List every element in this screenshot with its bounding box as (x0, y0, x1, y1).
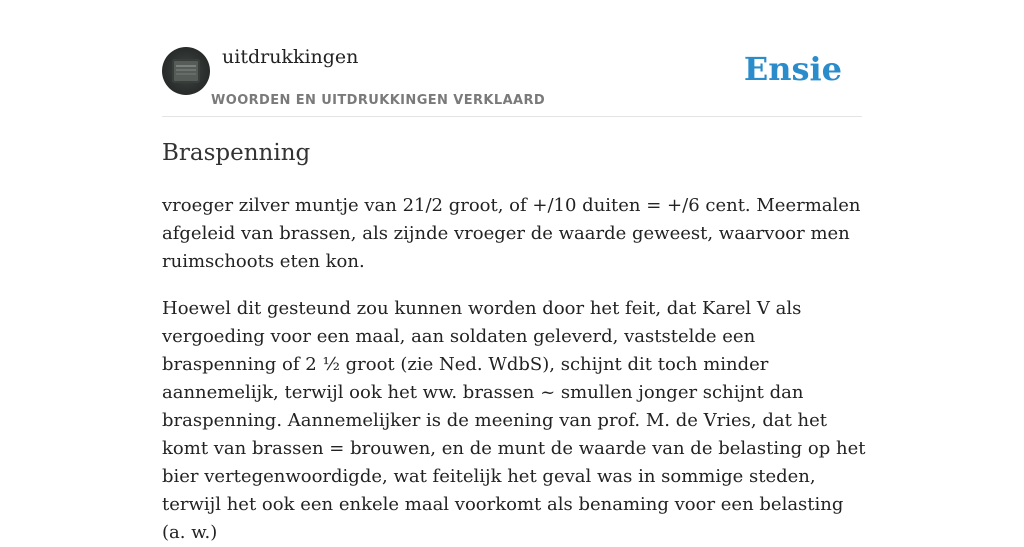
ensie-logo-link[interactable]: Ensie (743, 50, 842, 88)
channel-avatar[interactable] (162, 47, 210, 95)
article-paragraph: vroeger zilver muntje van 21/2 groot, of +/10 duiten = +/6 cent. Meermalen afgeleid van brassen, als zijnde vroeger de waarde geweest, waarvoor men ruimschoots eten kon. (162, 195, 861, 272)
channel-header (162, 0, 862, 117)
page-title: Braspenning (162, 140, 311, 166)
avatar-lines (176, 65, 196, 67)
channel-name-link[interactable]: uitdrukkingen (222, 46, 359, 68)
avatar-book-icon (172, 59, 200, 83)
content-container (162, 0, 866, 543)
article-paragraph: Hoewel dit gesteund zou kunnen worden door het feit, dat Karel V als vergoeding voor een maal, aan soldaten geleverd, vaststelde een braspenning of 2 ½ groot (zie Ned. WdbS), schijnt dit toch minder aannemelijk, terwijl ook het ww. brassen ~ smullen jonger schijnt dan braspenning. Aannemelijker is de meening van prof. M. de Vries, dat het komt van brassen = brouwen, en de munt de waarde van de belasting op het bier vertegenwoordigde, wat feitelijk het geval was in sommige steden, terwijl het ook een enkele maal voorkomt als benaming voor een belasting (a. w.) (162, 298, 866, 543)
channel-tagline: WOORDEN EN UITDRUKKINGEN VERKLAARD (211, 93, 546, 108)
